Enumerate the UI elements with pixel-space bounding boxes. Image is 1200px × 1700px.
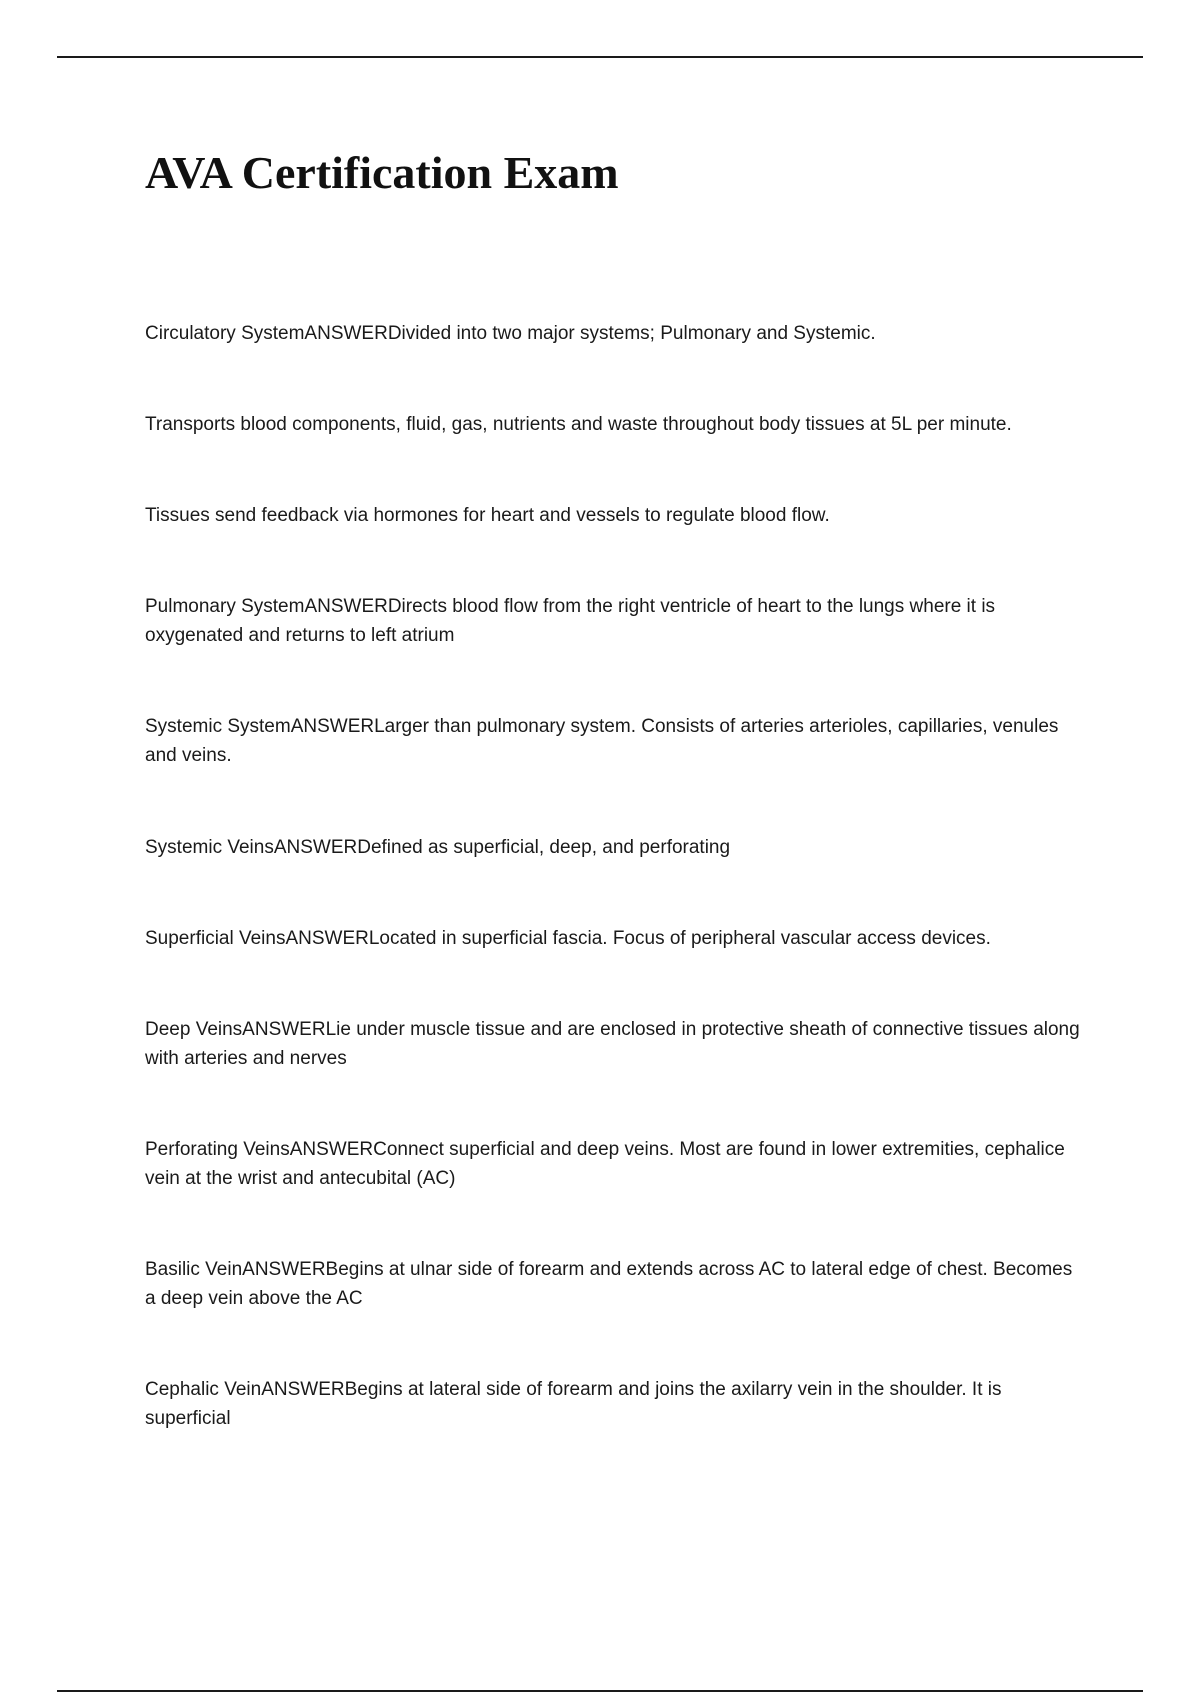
entry-transports-blood: Transports blood components, fluid, gas, nutrients and waste throughout body tissues at 5L per minute. xyxy=(145,414,1012,435)
entry-tissues-feedback: Tissues send feedback via hormones for heart and vessels to regulate blood flow. xyxy=(145,505,830,526)
entry-systemic-system: Systemic SystemANSWERLarger than pulmonary system. Consists of arteries arterioles, capillaries, venules and veins. xyxy=(145,716,1059,766)
entry-basilic-vein: Basilic VeinANSWERBegins at ulnar side of forearm and extends across AC to lateral edge of chest. Becomes a deep vein above the AC xyxy=(145,1259,1073,1309)
header-rule xyxy=(57,56,1143,58)
entry-perforating-veins: Perforating VeinsANSWERConnect superficial and deep veins. Most are found in lower extremities, cephalice vein at the wrist and antecubital (AC) xyxy=(145,1139,1065,1189)
entry-cephalic-vein: Cephalic VeinANSWERBegins at lateral side of forearm and joins the axilarry vein in the shoulder. It is superficial xyxy=(145,1379,1002,1429)
entry-systemic-veins: Systemic VeinsANSWERDefined as superficial, deep, and perforating xyxy=(145,837,731,858)
entry-pulmonary-system: Pulmonary SystemANSWERDirects blood flow from the right ventricle of heart to the lungs where it is oxygenated and returns to left atrium xyxy=(145,596,996,646)
entry-deep-veins: Deep VeinsANSWERLie under muscle tissue and are enclosed in protective sheath of connective tissues along with arteries and nerves xyxy=(145,1019,1080,1069)
footer-rule xyxy=(57,1690,1143,1692)
entry-circulatory-system: Circulatory SystemANSWERDivided into two major systems; Pulmonary and Systemic. xyxy=(145,323,876,344)
document-title: AVA Certification Exam xyxy=(145,147,619,198)
entry-superficial-veins: Superficial VeinsANSWERLocated in superficial fascia. Focus of peripheral vascular access devices. xyxy=(145,928,991,949)
